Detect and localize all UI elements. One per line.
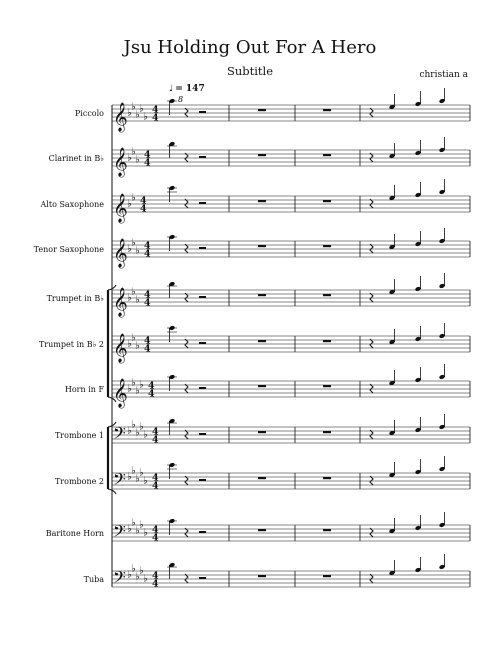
treble-clef-icon: 𝄞 <box>113 238 128 267</box>
time-sig-denominator: 4 <box>152 480 159 492</box>
whole-rest-icon <box>258 575 266 577</box>
quarter-rest-icon <box>370 528 373 537</box>
instrument-label: Baritone Horn <box>45 529 104 538</box>
staff-trombone-2 <box>55 456 470 493</box>
flat-icon: ♭ <box>135 294 140 306</box>
flat-icon: ♭ <box>127 152 132 164</box>
time-sig-denominator: 4 <box>152 434 159 446</box>
instrument-label: Horn in F <box>64 385 104 394</box>
flat-icon: ♭ <box>127 569 132 581</box>
quarter-rest-icon <box>370 384 373 393</box>
quarter-rest-icon <box>370 199 373 208</box>
flat-icon: ♭ <box>127 292 132 304</box>
instrument-label: Trombone 2 <box>54 477 104 486</box>
half-rest-icon <box>199 479 206 481</box>
quarter-rest-icon <box>370 244 373 253</box>
whole-rest-icon <box>323 245 331 247</box>
time-sig-denominator: 4 <box>140 203 147 215</box>
whole-rest-icon <box>258 200 266 202</box>
flat-icon: ♭ <box>143 429 148 441</box>
flat-icon: ♭ <box>127 383 132 395</box>
flat-icon: ♭ <box>127 471 132 483</box>
flat-icon: ♭ <box>131 101 136 113</box>
quarter-rest-icon <box>370 153 373 162</box>
score-subtitle: Subtitle <box>226 64 274 78</box>
whole-rest-icon <box>323 154 331 156</box>
staff-trumpet-in-b-2 <box>39 323 470 363</box>
flat-icon: ♭ <box>131 237 136 249</box>
instrument-label: Clarinet in B♭ <box>48 154 104 163</box>
quarter-rest-icon <box>370 293 373 302</box>
flat-icon: ♭ <box>135 525 140 537</box>
quarter-rest-icon <box>185 199 188 208</box>
flat-icon: ♭ <box>143 527 148 539</box>
quarter-rest-icon <box>185 384 188 393</box>
whole-rest-icon <box>323 340 331 342</box>
quarter-rest-icon <box>370 108 373 117</box>
score-title: Jsu Holding Out For A Hero <box>123 37 377 58</box>
half-rest-icon <box>199 433 206 435</box>
whole-rest-icon <box>258 109 266 111</box>
time-sig-denominator: 4 <box>148 388 155 400</box>
flat-icon: ♭ <box>135 385 140 397</box>
time-sig-numerator: 4 <box>152 570 159 582</box>
time-sig-numerator: 4 <box>144 289 151 301</box>
flat-icon: ♭ <box>135 571 140 583</box>
quarter-rest-icon <box>185 153 188 162</box>
flat-icon: ♭ <box>131 332 136 344</box>
whole-rest-icon <box>258 294 266 296</box>
flat-icon: ♭ <box>143 573 148 585</box>
time-sig-denominator: 4 <box>144 248 151 260</box>
staff-trombone-1 <box>55 414 470 447</box>
treble-clef-icon: 𝄞 <box>113 333 128 362</box>
time-sig-denominator: 4 <box>152 112 159 124</box>
flat-icon: ♭ <box>135 154 140 166</box>
instrument-label: Tenor Saxophone <box>33 245 104 254</box>
flat-icon: ♭ <box>139 103 144 115</box>
time-sig-numerator: 4 <box>144 240 151 252</box>
flat-icon: ♭ <box>127 243 132 255</box>
flat-icon: ♭ <box>135 245 140 257</box>
whole-rest-icon <box>323 385 331 387</box>
flat-icon: ♭ <box>139 519 144 531</box>
flat-icon: ♭ <box>127 338 132 350</box>
flat-icon: ♭ <box>139 379 144 391</box>
time-sig-numerator: 4 <box>152 524 159 536</box>
instrument-label: Piccolo <box>74 109 104 118</box>
staff-trumpet-in-b- <box>47 273 470 317</box>
whole-rest-icon <box>323 431 331 433</box>
bass-clef-icon: 𝄢 <box>113 469 126 493</box>
staff-piccolo <box>75 88 470 132</box>
whole-rest-icon <box>258 245 266 247</box>
tempo-marking <box>169 84 205 94</box>
flat-icon: ♭ <box>131 517 136 529</box>
flat-icon: ♭ <box>131 465 136 477</box>
treble-clef-icon: 𝄞 <box>113 102 128 131</box>
bass-clef-icon: 𝄢 <box>113 521 126 545</box>
half-rest-icon <box>199 247 206 249</box>
flat-icon: ♭ <box>131 377 136 389</box>
quarter-rest-icon <box>185 574 188 583</box>
flat-icon: ♭ <box>135 109 140 121</box>
whole-rest-icon <box>258 385 266 387</box>
whole-rest-icon <box>258 340 266 342</box>
quarter-rest-icon <box>185 293 188 302</box>
quarter-rest-icon <box>185 244 188 253</box>
flat-icon: ♭ <box>143 111 148 123</box>
time-sig-denominator: 4 <box>144 157 151 169</box>
staff-baritone-horn <box>46 512 470 545</box>
staff-layer <box>34 88 470 591</box>
half-rest-icon <box>199 296 206 298</box>
score-composer: christian a <box>419 70 468 80</box>
flat-icon: ♭ <box>127 523 132 535</box>
flat-icon: ♭ <box>131 286 136 298</box>
ottava-marker: 8 <box>178 95 184 104</box>
flat-icon: ♭ <box>127 198 132 210</box>
quarter-rest-icon <box>370 476 373 485</box>
quarter-rest-icon <box>370 339 373 348</box>
flat-icon: ♭ <box>139 467 144 479</box>
whole-rest-icon <box>258 477 266 479</box>
quarter-rest-icon <box>185 108 188 117</box>
whole-rest-icon <box>323 529 331 531</box>
flat-icon: ♭ <box>135 427 140 439</box>
time-sig-numerator: 4 <box>152 426 159 438</box>
time-sig-denominator: 4 <box>152 532 159 544</box>
time-sig-denominator: 4 <box>144 297 151 309</box>
half-rest-icon <box>199 342 206 344</box>
half-rest-icon <box>199 531 206 533</box>
flat-icon: ♭ <box>135 340 140 352</box>
time-sig-denominator: 4 <box>144 343 151 355</box>
treble-clef-icon: 𝄞 <box>113 378 128 407</box>
whole-rest-icon <box>323 575 331 577</box>
quarter-rest-icon <box>370 574 373 583</box>
flat-icon: ♭ <box>143 475 148 487</box>
time-sig-numerator: 4 <box>152 472 159 484</box>
flat-icon: ♭ <box>131 563 136 575</box>
instrument-label: Alto Saxophone <box>40 200 104 209</box>
flat-icon: ♭ <box>131 419 136 431</box>
whole-rest-icon <box>323 477 331 479</box>
treble-clef-icon: 𝄞 <box>113 287 128 316</box>
tempo-note-icon: ♩ <box>169 84 174 94</box>
whole-rest-icon <box>323 109 331 111</box>
bass-clef-icon: 𝄢 <box>113 423 126 447</box>
instrument-label: Trumpet in B♭ <box>46 294 104 303</box>
quarter-rest-icon <box>185 476 188 485</box>
staff-alto-saxophone <box>40 179 470 223</box>
time-sig-numerator: 4 <box>152 104 159 116</box>
time-sig-numerator: 4 <box>144 149 151 161</box>
half-rest-icon <box>199 202 206 204</box>
quarter-rest-icon <box>185 430 188 439</box>
flat-icon: ♭ <box>139 565 144 577</box>
half-rest-icon <box>199 111 206 113</box>
bass-clef-icon: 𝄢 <box>113 567 126 591</box>
time-sig-numerator: 4 <box>148 380 155 392</box>
flat-icon: ♭ <box>127 425 132 437</box>
staff-tenor-saxophone <box>34 228 470 268</box>
flat-icon: ♭ <box>131 146 136 158</box>
quarter-rest-icon <box>185 339 188 348</box>
instrument-label: Trombone 1 <box>54 431 104 440</box>
whole-rest-icon <box>323 294 331 296</box>
time-sig-numerator: 4 <box>140 195 147 207</box>
treble-clef-icon: 𝄞 <box>113 147 128 176</box>
half-rest-icon <box>199 156 206 158</box>
quarter-rest-icon <box>185 528 188 537</box>
flat-icon: ♭ <box>127 107 132 119</box>
whole-rest-icon <box>258 529 266 531</box>
time-sig-numerator: 4 <box>144 335 151 347</box>
flat-icon: ♭ <box>135 473 140 485</box>
half-rest-icon <box>199 577 206 579</box>
quarter-rest-icon <box>370 430 373 439</box>
flat-icon: ♭ <box>131 192 136 204</box>
whole-rest-icon <box>258 431 266 433</box>
whole-rest-icon <box>258 154 266 156</box>
half-rest-icon <box>199 387 206 389</box>
instrument-label: Trumpet in B♭ 2 <box>38 340 104 349</box>
time-sig-denominator: 4 <box>152 578 159 590</box>
staff-horn-in-f <box>65 364 470 408</box>
whole-rest-icon <box>323 200 331 202</box>
flat-icon: ♭ <box>139 421 144 433</box>
treble-clef-icon: 𝄞 <box>113 193 128 222</box>
tempo-value: = 147 <box>175 84 205 94</box>
instrument-label: Tuba <box>83 575 104 584</box>
staff-tuba <box>84 554 470 591</box>
